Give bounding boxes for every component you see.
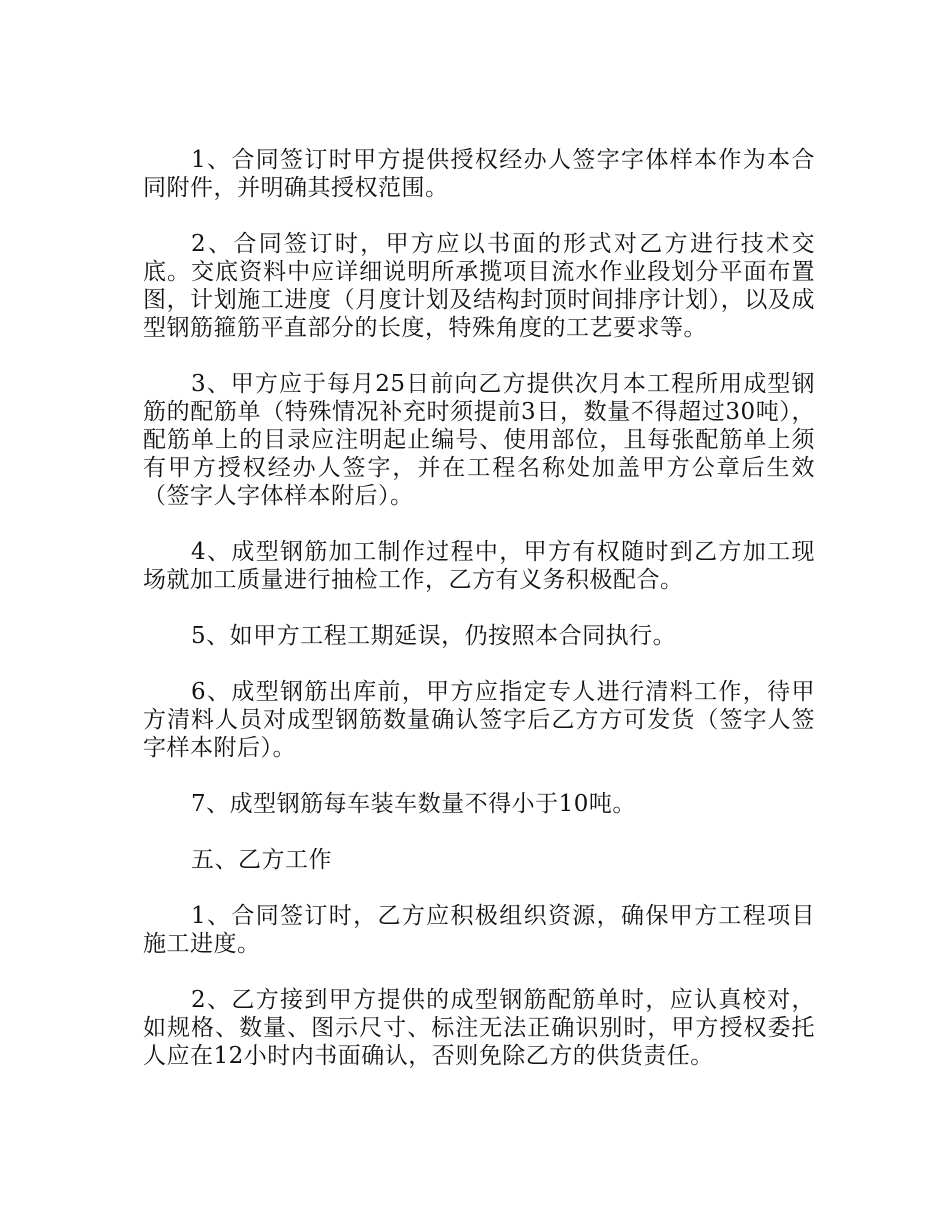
paragraph-7: 7、成型钢筋每车装车数量不得小于10吨。 xyxy=(191,791,636,817)
paragraph-8: 1、合同签订时，乙方应积极组织资源，确保甲方工程项目施工进度。 xyxy=(143,903,815,957)
paragraph-5: 5、如甲方工程工期延误，仍按照本合同执行。 xyxy=(191,623,677,649)
section-heading-party-b-work: 五、乙方工作 xyxy=(191,847,332,873)
paragraph-4: 4、成型钢筋加工制作过程中，甲方有权随时到乙方加工现场就加工质量进行抽检工作，乙方有义务积极配合。 xyxy=(143,539,815,593)
paragraph-9: 2、乙方接到甲方提供的成型钢筋配筋单时，应认真校对，如规格、数量、图示尺寸、标注无法正确识别时，甲方授权委托人应在12小时内书面确认，否则免除乙方的供货责任。 xyxy=(143,987,815,1069)
paragraph-2: 2、合同签订时，甲方应以书面的形式对乙方进行技术交底。交底资料中应详细说明所承揽项目流水作业段划分平面布置图，计划施工进度（月度计划及结构封顶时间排序计划），以及成型钢筋箍筋平直部分的长度，特殊角度的工艺要求等。 xyxy=(143,231,815,341)
document-body xyxy=(143,146,815,1098)
paragraph-6: 6、成型钢筋出库前，甲方应指定专人进行清料工作，待甲方清料人员对成型钢筋数量确认签字后乙方方可发货（签字人签字样本附后）。 xyxy=(143,679,815,761)
paragraph-3: 3、甲方应于每月25日前向乙方提供次月本工程所用成型钢筋的配筋单（特殊情况补充时须提前3日，数量不得超过30吨），配筋单上的目录应注明起止编号、使用部位，且每张配筋单上须有甲方授权经办人签字，并在工程名称处加盖甲方公章后生效（签字人字体样本附后）。 xyxy=(143,371,815,509)
paragraph-1: 1、合同签订时甲方提供授权经办人签字字体样本作为本合同附件，并明确其授权范围。 xyxy=(143,147,815,201)
